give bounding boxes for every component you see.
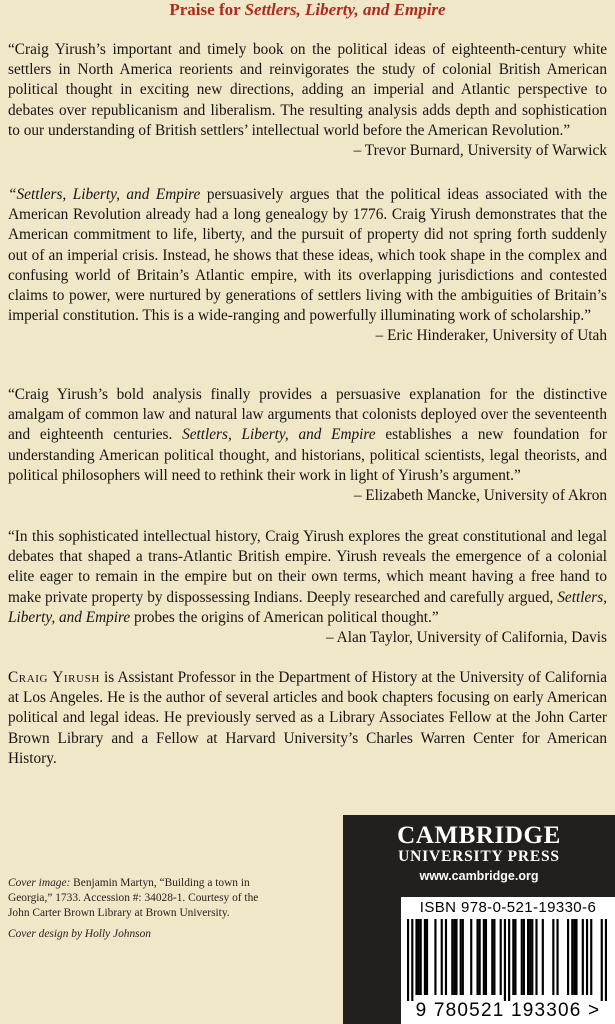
cover-image-text: Benjamin Martyn, “Building a town in Georgia,” 1733. Accession #: 34028-1. Courtesy of the John Carter Brown Library at Brown University. — [8, 877, 259, 919]
barcode-bar — [512, 919, 514, 995]
barcode-bar — [552, 919, 554, 995]
barcode-bar — [483, 919, 485, 995]
barcode-bar — [453, 919, 455, 995]
publisher-name: CAMBRIDGE — [397, 822, 561, 849]
quote-attribution: – Elizabeth Mancke, University of Akron — [353, 487, 607, 505]
cover-image-label: Cover image: — [8, 877, 71, 889]
barcode-bar — [590, 919, 592, 995]
praise-heading-prefix: Praise for — [169, 0, 245, 19]
quote-text: “In this sophisticated intellectual history, Craig Yirush explores the great constitutional and legal debates that shaped a trans-Atlantic British empire. Yirush reveals the emergence of a colonial elite eager to remain in the empire but on their own terms, which meant having a free hand to make private property by dispossessing Indians. Deeply researched and carefully argued, — [8, 528, 607, 606]
barcode-bar — [531, 919, 533, 995]
barcode-bar — [535, 919, 537, 995]
quote-mancke — [8, 385, 607, 506]
barcode-graphic — [407, 919, 607, 1001]
barcode-bar — [455, 919, 457, 995]
author-name: Craig Yirush — [8, 669, 100, 686]
barcode-bar — [542, 919, 544, 995]
quote-lead-title: “Settlers, Liberty, and Empire — [8, 186, 201, 203]
cover-credits — [8, 876, 273, 948]
barcode-bar — [424, 919, 426, 995]
quote-book-title: Settlers, Liberty, and Empire — [8, 588, 607, 626]
barcode-bar — [529, 919, 531, 995]
barcode-bar — [582, 919, 584, 995]
bio-text: is Assistant Professor in the Department of History at the University of California at Los Angeles. He is the author of several articles and book chapters focusing on early American political and legal ideas. He previously served as a Library Associates Fellow at the John Carter Brown Library and a Fellow at Harvard University’s Charles Warren Center for American History. — [8, 669, 607, 767]
barcode-box — [401, 897, 615, 1024]
barcode-bar — [460, 919, 462, 995]
praise-heading-title: Settlers, Liberty, and Empire — [244, 0, 446, 19]
publisher-block — [343, 815, 615, 1024]
barcode-bar — [521, 919, 523, 995]
barcode-bar — [575, 919, 577, 995]
barcode-bar — [441, 919, 443, 995]
barcode-bar — [527, 919, 529, 995]
barcode-bar — [573, 919, 575, 995]
quote-attribution: – Alan Taylor, University of California, Davis — [326, 629, 607, 647]
publisher-url: www.cambridge.org — [419, 869, 539, 883]
barcode-bar — [504, 919, 506, 1001]
barcode-bar — [493, 919, 495, 995]
barcode-digits: 9 780521 193306 > — [415, 1000, 601, 1021]
barcode-bar — [470, 919, 472, 995]
quote-text: probes the origins of American political thought.” — [130, 608, 439, 626]
barcode-bar — [601, 919, 603, 1001]
publisher-subtitle: UNIVERSITY PRESS — [398, 848, 560, 865]
barcode-bar — [491, 919, 493, 995]
quote-hinderaker — [8, 185, 607, 347]
barcode-bar — [556, 919, 558, 995]
quote-text: “Craig Yirush’s bold analysis finally provides a persuasive explanation for the distinctive amalgam of common law and natural law arguments that colonists deployed over the seventeenth and eighteenth centuries. — [8, 386, 607, 444]
barcode-bar — [426, 919, 428, 995]
barcode-bar — [523, 919, 525, 995]
cover-design-credit: Cover design by Holly Johnson — [8, 928, 151, 940]
barcode-bar — [500, 919, 502, 995]
praise-heading — [0, 0, 615, 20]
barcode-bar — [418, 919, 420, 995]
barcode-bar — [485, 919, 487, 995]
quote-text: persuasively argues that the political ideas associated with the American Revolution already had a long genealogy by 1776. Craig Yirush demonstrates that the American commitment to life, liberty, and the pursuit of property did not spring forth suddenly out of an imperial crisis. Instead, he shows that these ideas, which took shape in the complex and confusing world of Britain’s Atlantic empire, with its overlapping jurisdictions and contested claims to power, were nurtured by generations of settlers living with the ambiguities of Britain’s imperial constitution. This is a wide-ranging and powerfully illuminating work of scholarship.” — [8, 186, 608, 325]
barcode-bar — [514, 919, 516, 995]
barcode-bar — [508, 919, 510, 1001]
barcode-bar — [586, 919, 588, 995]
barcode-bar — [411, 919, 413, 1001]
quote-attribution: – Eric Hinderaker, University of Utah — [375, 327, 607, 345]
quote-book-title: Settlers, Liberty, and Empire — [182, 426, 376, 444]
barcode-bar — [445, 919, 447, 995]
author-bio — [8, 668, 607, 769]
quote-taylor — [8, 527, 607, 648]
quote-text: “Craig Yirush’s important and timely book on the political ideas of eighteenth-century white settlers in North America reorients and reinvigorates the study of colonial British American political thought in exciting new directions, adding an imperial and Atlantic perspective to debates over republicanism and liberalism. The resulting analysis adds depth and sophistication to our understanding of British settlers’ intellectual world before the American Revolution.” — [8, 41, 607, 139]
barcode-bar — [476, 919, 478, 995]
barcode-bar — [605, 919, 607, 1001]
barcode-bar — [567, 919, 569, 995]
barcode-bar — [434, 919, 436, 995]
barcode-bar — [479, 919, 481, 995]
quote-text: establishes a new foundation for understanding American political thought, and historians, political scientists, legal theorists, and political philosophers will need to rethink their work in light of Yirush’s argument.” — [8, 426, 607, 484]
barcode-bar — [415, 919, 417, 995]
quote-attribution: – Trevor Burnard, University of Warwick — [353, 142, 607, 160]
quote-burnard — [8, 40, 607, 161]
barcode-bar — [420, 919, 422, 995]
barcode-bar — [451, 919, 453, 995]
isbn-label: ISBN 978-0-521-19330-6 — [419, 899, 597, 916]
barcode-bar — [571, 919, 573, 995]
barcode-bar — [462, 919, 464, 995]
barcode-bar — [407, 919, 409, 1001]
